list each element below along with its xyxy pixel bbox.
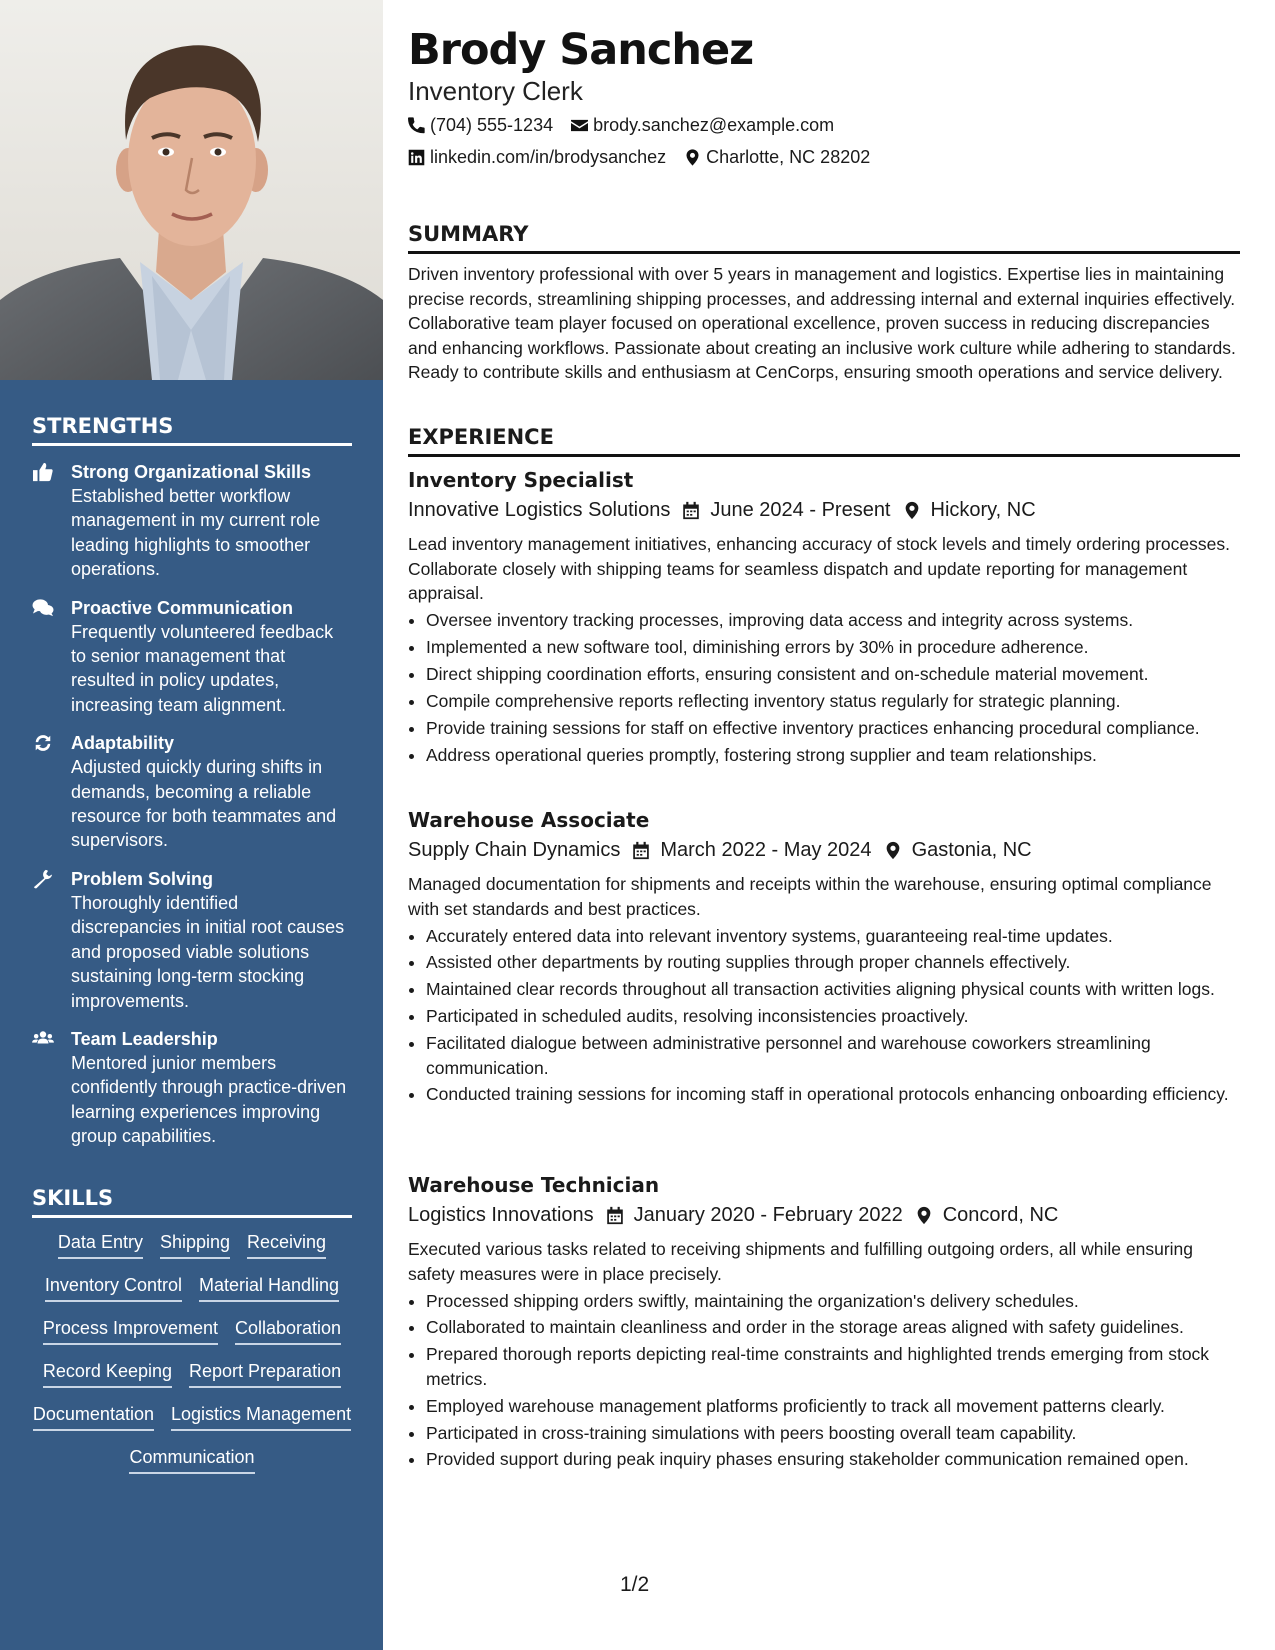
- strength-item: [32, 1027, 352, 1149]
- job-meta: [408, 496, 1240, 524]
- strength-item: [32, 731, 352, 853]
- job-entry: [408, 806, 1240, 1107]
- job-title: Warehouse Technician: [408, 1173, 660, 1197]
- strength-title: Adaptability: [71, 733, 175, 754]
- skill-tag: Collaboration: [235, 1316, 341, 1345]
- strength-desc: Frequently volunteered feedback to senior management that resulted in policy updates, increasing team alignment.: [71, 621, 334, 715]
- bullet-item: • Conducted training sessions for incoming staff in operational protocols enhancing onboarding efficiency.: [426, 1082, 1240, 1106]
- phone-contact[interactable]: [408, 114, 553, 136]
- job-entry: [408, 466, 1240, 767]
- skills-heading: SKILLS: [32, 1186, 352, 1218]
- job-dates: March 2022 - May 2024: [660, 839, 872, 861]
- skill-tag: Report Preparation: [189, 1359, 341, 1388]
- location-contact: [684, 146, 870, 168]
- skill-tag: Logistics Management: [171, 1402, 351, 1431]
- strengths-heading: STRENGTHS: [32, 414, 352, 446]
- job-bullets: [408, 924, 1240, 1107]
- bullet-item: • Address operational queries promptly, fostering strong supplier and team relationships.: [426, 743, 1240, 767]
- skills-list: [32, 1230, 352, 1474]
- bullet-item: • Facilitated dialogue between administrative personnel and warehouse coworkers streamlining communication.: [426, 1031, 1240, 1080]
- linkedin-contact[interactable]: [408, 146, 666, 168]
- bullet-item: • Compile comprehensive reports reflecting inventory status regularly for strategic planning.: [426, 689, 1240, 713]
- strength-desc: Thoroughly identified discrepancies in initial root causes and proposed viable solutions sustaining long-term stocking improvements.: [71, 892, 345, 1011]
- linkedin-text: linkedin.com/in/brodysanchez: [430, 147, 667, 167]
- skill-tag: Inventory Control: [45, 1273, 182, 1302]
- job-title: Warehouse Associate: [408, 808, 650, 832]
- strength-title: Problem Solving: [71, 868, 214, 889]
- skill-tag: Process Improvement: [43, 1316, 218, 1345]
- bullet-item: • Provided support during peak inquiry phases ensuring stakeholder communication remained open.: [426, 1447, 1240, 1471]
- calendar-icon: [606, 1206, 624, 1225]
- job-description: Executed various tasks related to receiving shipments and fulfilling outgoing orders, all while ensuring safety measures were in place precisely.: [408, 1239, 1194, 1284]
- job-meta: [408, 1201, 1240, 1229]
- job-company: Innovative Logistics Solutions: [408, 499, 671, 521]
- job-location: Gastonia, NC: [911, 839, 1032, 861]
- skill-tag: Receiving: [247, 1230, 326, 1259]
- job-location: Concord, NC: [942, 1204, 1059, 1226]
- strength-item: [32, 867, 352, 1013]
- job-bullets: [408, 1289, 1240, 1472]
- experience-heading: EXPERIENCE: [408, 424, 1240, 457]
- contact-row: [408, 146, 888, 168]
- wrench-icon: [32, 869, 56, 889]
- page-number: 1/2: [620, 1573, 650, 1596]
- map-pin-icon: [884, 841, 902, 860]
- map-pin-icon: [915, 1206, 933, 1225]
- strength-desc: Established better workflow management in my current role leading highlights to smoother operations.: [71, 486, 321, 580]
- map-pin-icon: [684, 149, 701, 166]
- job-bullets: [408, 608, 1240, 767]
- contact-row: [408, 114, 852, 136]
- users-icon: [32, 1029, 56, 1049]
- map-pin-icon: [903, 501, 921, 520]
- job-entry: [408, 1171, 1240, 1472]
- summary-text: Driven inventory professional with over 5 years in management and logistics. Expertise lies in maintaining precise records, streamlining shipping processes, and addressing internal and external inquiries effectively. Collaborative team player focused on operational excellence, proven success in reducing discrepancies and enhancing workflows. Passionate about creating an inclusive work culture while adhering to standards. Ready to contribute skills and enthusiasm at CenCorps, ensuring smooth operations and service delivery.: [408, 264, 1236, 382]
- bullet-item: • Prepared thorough reports depicting real-time constraints and highlighted trends emerging from stock metrics.: [426, 1342, 1240, 1391]
- strength-desc: Adjusted quickly during shifts in demands, becoming a reliable resource for both teammates and supervisors.: [71, 757, 337, 851]
- sidebar: [0, 0, 383, 1650]
- phone-icon: [408, 117, 425, 134]
- bullet-item: • Participated in scheduled audits, resolving inconsistencies proactively.: [426, 1004, 1240, 1028]
- skill-tag: Record Keeping: [43, 1359, 172, 1388]
- job-meta: [408, 836, 1240, 864]
- job-description: Managed documentation for shipments and receipts within the warehouse, ensuring optimal compliance with set standards and best practices.: [408, 874, 1212, 919]
- phone-text: (704) 555-1234: [430, 115, 554, 135]
- bullet-item: • Employed warehouse management platforms proficiently to track all movement patterns clearly.: [426, 1394, 1240, 1418]
- skills-section: [32, 1186, 352, 1474]
- strengths-section: [32, 414, 352, 1149]
- strength-desc: Mentored junior members confidently through practice-driven learning experiences improving group capabilities.: [71, 1052, 347, 1147]
- skill-tag: Communication: [129, 1445, 254, 1474]
- location-text: Charlotte, NC 28202: [706, 147, 871, 167]
- skill-tag: Shipping: [160, 1230, 230, 1259]
- chat-icon: [32, 598, 56, 618]
- candidate-role: Inventory Clerk: [408, 76, 583, 106]
- strength-item: [32, 596, 352, 718]
- summary-heading: SUMMARY: [408, 221, 1240, 254]
- bullet-item: • Accurately entered data into relevant inventory systems, guaranteeing real-time updates.: [426, 924, 1240, 948]
- thumbs-up-icon: [32, 462, 56, 482]
- email-contact[interactable]: [571, 114, 834, 136]
- email-text: brody.sanchez@example.com: [593, 115, 835, 135]
- calendar-icon: [632, 841, 650, 860]
- bullet-item: • Assisted other departments by routing supplies through proper channels effectively.: [426, 950, 1240, 974]
- bullet-item: • Maintained clear records throughout all transaction activities aligning physical counts with written logs.: [426, 977, 1240, 1001]
- bullet-item: • Implemented a new software tool, diminishing errors by 30% in procedure adherence.: [426, 635, 1240, 659]
- sync-icon: [32, 733, 56, 753]
- bullet-item: • Provide training sessions for staff on effective inventory practices enhancing procedural compliance.: [426, 716, 1240, 740]
- job-company: Supply Chain Dynamics: [408, 839, 621, 861]
- strength-title: Team Leadership: [71, 1028, 218, 1049]
- strength-title: Proactive Communication: [71, 597, 294, 618]
- skill-tag: Documentation: [33, 1402, 154, 1431]
- skill-tag: Material Handling: [199, 1273, 339, 1302]
- bullet-item: • Collaborated to maintain cleanliness and order in the storage areas aligned with safety guidelines.: [426, 1315, 1240, 1339]
- profile-photo: [0, 0, 383, 380]
- bullet-item: • Direct shipping coordination efforts, ensuring consistent and on-schedule material movement.: [426, 662, 1240, 686]
- job-dates: January 2020 - February 2022: [633, 1204, 903, 1226]
- bullet-item: • Participated in cross-training simulations with peers boosting overall team capability.: [426, 1421, 1240, 1445]
- candidate-name: Brody Sanchez: [408, 25, 754, 75]
- strength-title: Strong Organizational Skills: [71, 462, 312, 482]
- calendar-icon: [682, 501, 700, 520]
- bullet-item: • Oversee inventory tracking processes, improving data access and integrity across systems.: [426, 608, 1240, 632]
- strength-item: [32, 460, 352, 582]
- job-dates: June 2024 - Present: [710, 499, 891, 521]
- skill-tag: Data Entry: [58, 1230, 143, 1259]
- job-title: Inventory Specialist: [408, 468, 634, 492]
- linkedin-icon: [408, 149, 425, 166]
- job-description: Lead inventory management initiatives, enhancing accuracy of stock levels and timely ordering processes. Collaborate closely with shipping teams for seamless dispatch and update reporting for management appraisal.: [408, 534, 1230, 603]
- job-company: Logistics Innovations: [408, 1204, 594, 1226]
- envelope-icon: [571, 117, 588, 134]
- bullet-item: • Processed shipping orders swiftly, maintaining the organization's delivery schedules.: [426, 1289, 1240, 1313]
- job-location: Hickory, NC: [930, 499, 1036, 521]
